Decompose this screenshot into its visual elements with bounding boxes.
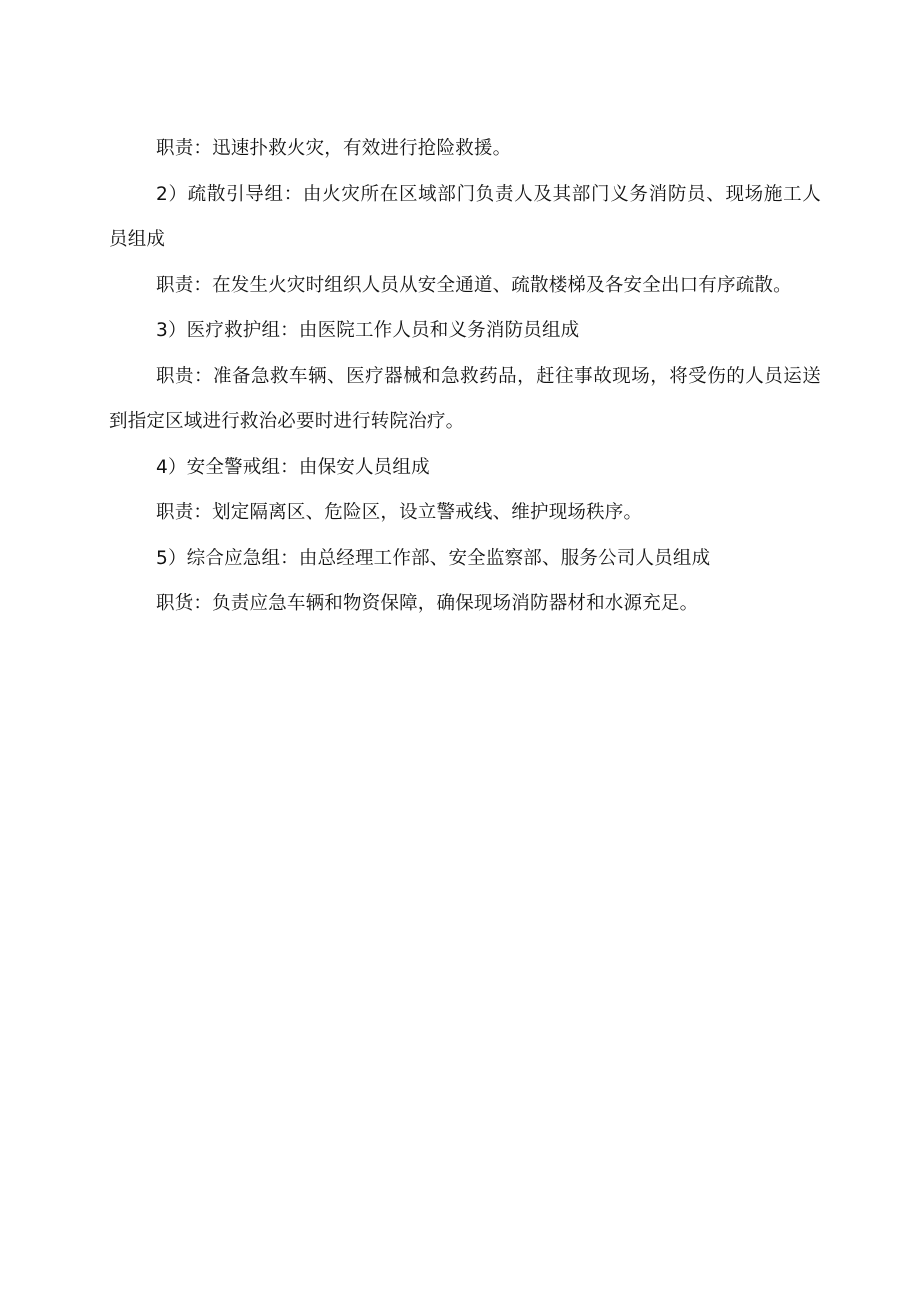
- paragraph-emergency-team: 5）综合应急组：由总经理工作部、安全监察部、服务公司人员组成: [156, 547, 711, 569]
- paragraph-medical-team: 3）医疗救护组：由医院工作人员和义务消防员组成: [156, 320, 580, 341]
- document-body: [109, 126, 821, 627]
- paragraph-fire-team-duty: 职责：迅速扑救火灾，有效进行抢险救援。: [156, 138, 512, 159]
- paragraph-evacuation-team: 2）疏散引导组：由火灾所在区域部门负责人及其部门义务消防员、现场施工人员组成: [109, 183, 821, 250]
- paragraph-emergency-duty: 职货：负责应急车辆和物资保障，确保现场消防器材和水源充足。: [156, 593, 699, 614]
- paragraph-medical-duty: 职贵：准备急救车辆、医疗器械和急救药品，赶往事故现场，将受伤的人员运送到指定区域进行救治必要时进行转院治疗。: [109, 365, 821, 432]
- paragraph-evacuation-duty: 职责：在发生火灾时组织人员从安全通道、疏散楼梯及各安全出口有序疏散。: [156, 274, 792, 296]
- paragraph-security-duty: 职责：划定隔离区、危险区，设立警戒线、维护现场秩序。: [156, 502, 643, 523]
- paragraph-security-team: 4）安全警戒组：由保安人员组成: [156, 456, 430, 478]
